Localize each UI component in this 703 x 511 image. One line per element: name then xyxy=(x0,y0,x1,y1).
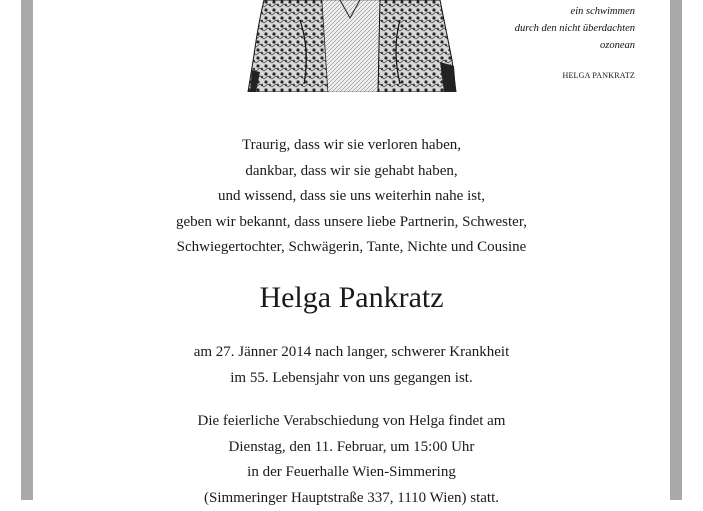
poem-author: HELGA PANKRATZ xyxy=(562,71,635,80)
deceased-name: Helga Pankratz xyxy=(0,279,703,317)
intro-line: geben wir bekannt, dass unsere liebe Partnerin, Schwester, xyxy=(0,210,703,236)
death-line: am 27. Jänner 2014 nach langer, schwerer Krankheit xyxy=(0,340,703,366)
death-details xyxy=(0,340,703,391)
intro-line: dankbar, dass wir sie gehabt haben, xyxy=(0,159,703,185)
poem-line: ozonean xyxy=(435,37,635,54)
death-line: im 55. Lebensjahr von uns gegangen ist. xyxy=(0,366,703,392)
poem-quote xyxy=(435,3,635,54)
portrait-illustration xyxy=(240,0,465,92)
ceremony-line: Dienstag, den 11. Februar, um 15:00 Uhr xyxy=(0,435,703,461)
ceremony-line: Die feierliche Verabschiedung von Helga findet am xyxy=(0,409,703,435)
intro-line: Traurig, dass wir sie verloren haben, xyxy=(0,133,703,159)
intro-paragraph xyxy=(0,133,703,261)
poem-line: durch den nicht überdachten xyxy=(435,20,635,37)
ceremony-line: (Simmeringer Hauptstraße 337, 1110 Wien) statt. xyxy=(0,486,703,511)
intro-line: Schwiegertochter, Schwägerin, Tante, Nichte und Cousine xyxy=(0,235,703,261)
poem-line: ein schwimmen xyxy=(435,3,635,20)
ceremony-line: in der Feuerhalle Wien-Simmering xyxy=(0,460,703,486)
intro-line: und wissend, dass sie uns weiterhin nahe ist, xyxy=(0,184,703,210)
ceremony-details xyxy=(0,409,703,511)
